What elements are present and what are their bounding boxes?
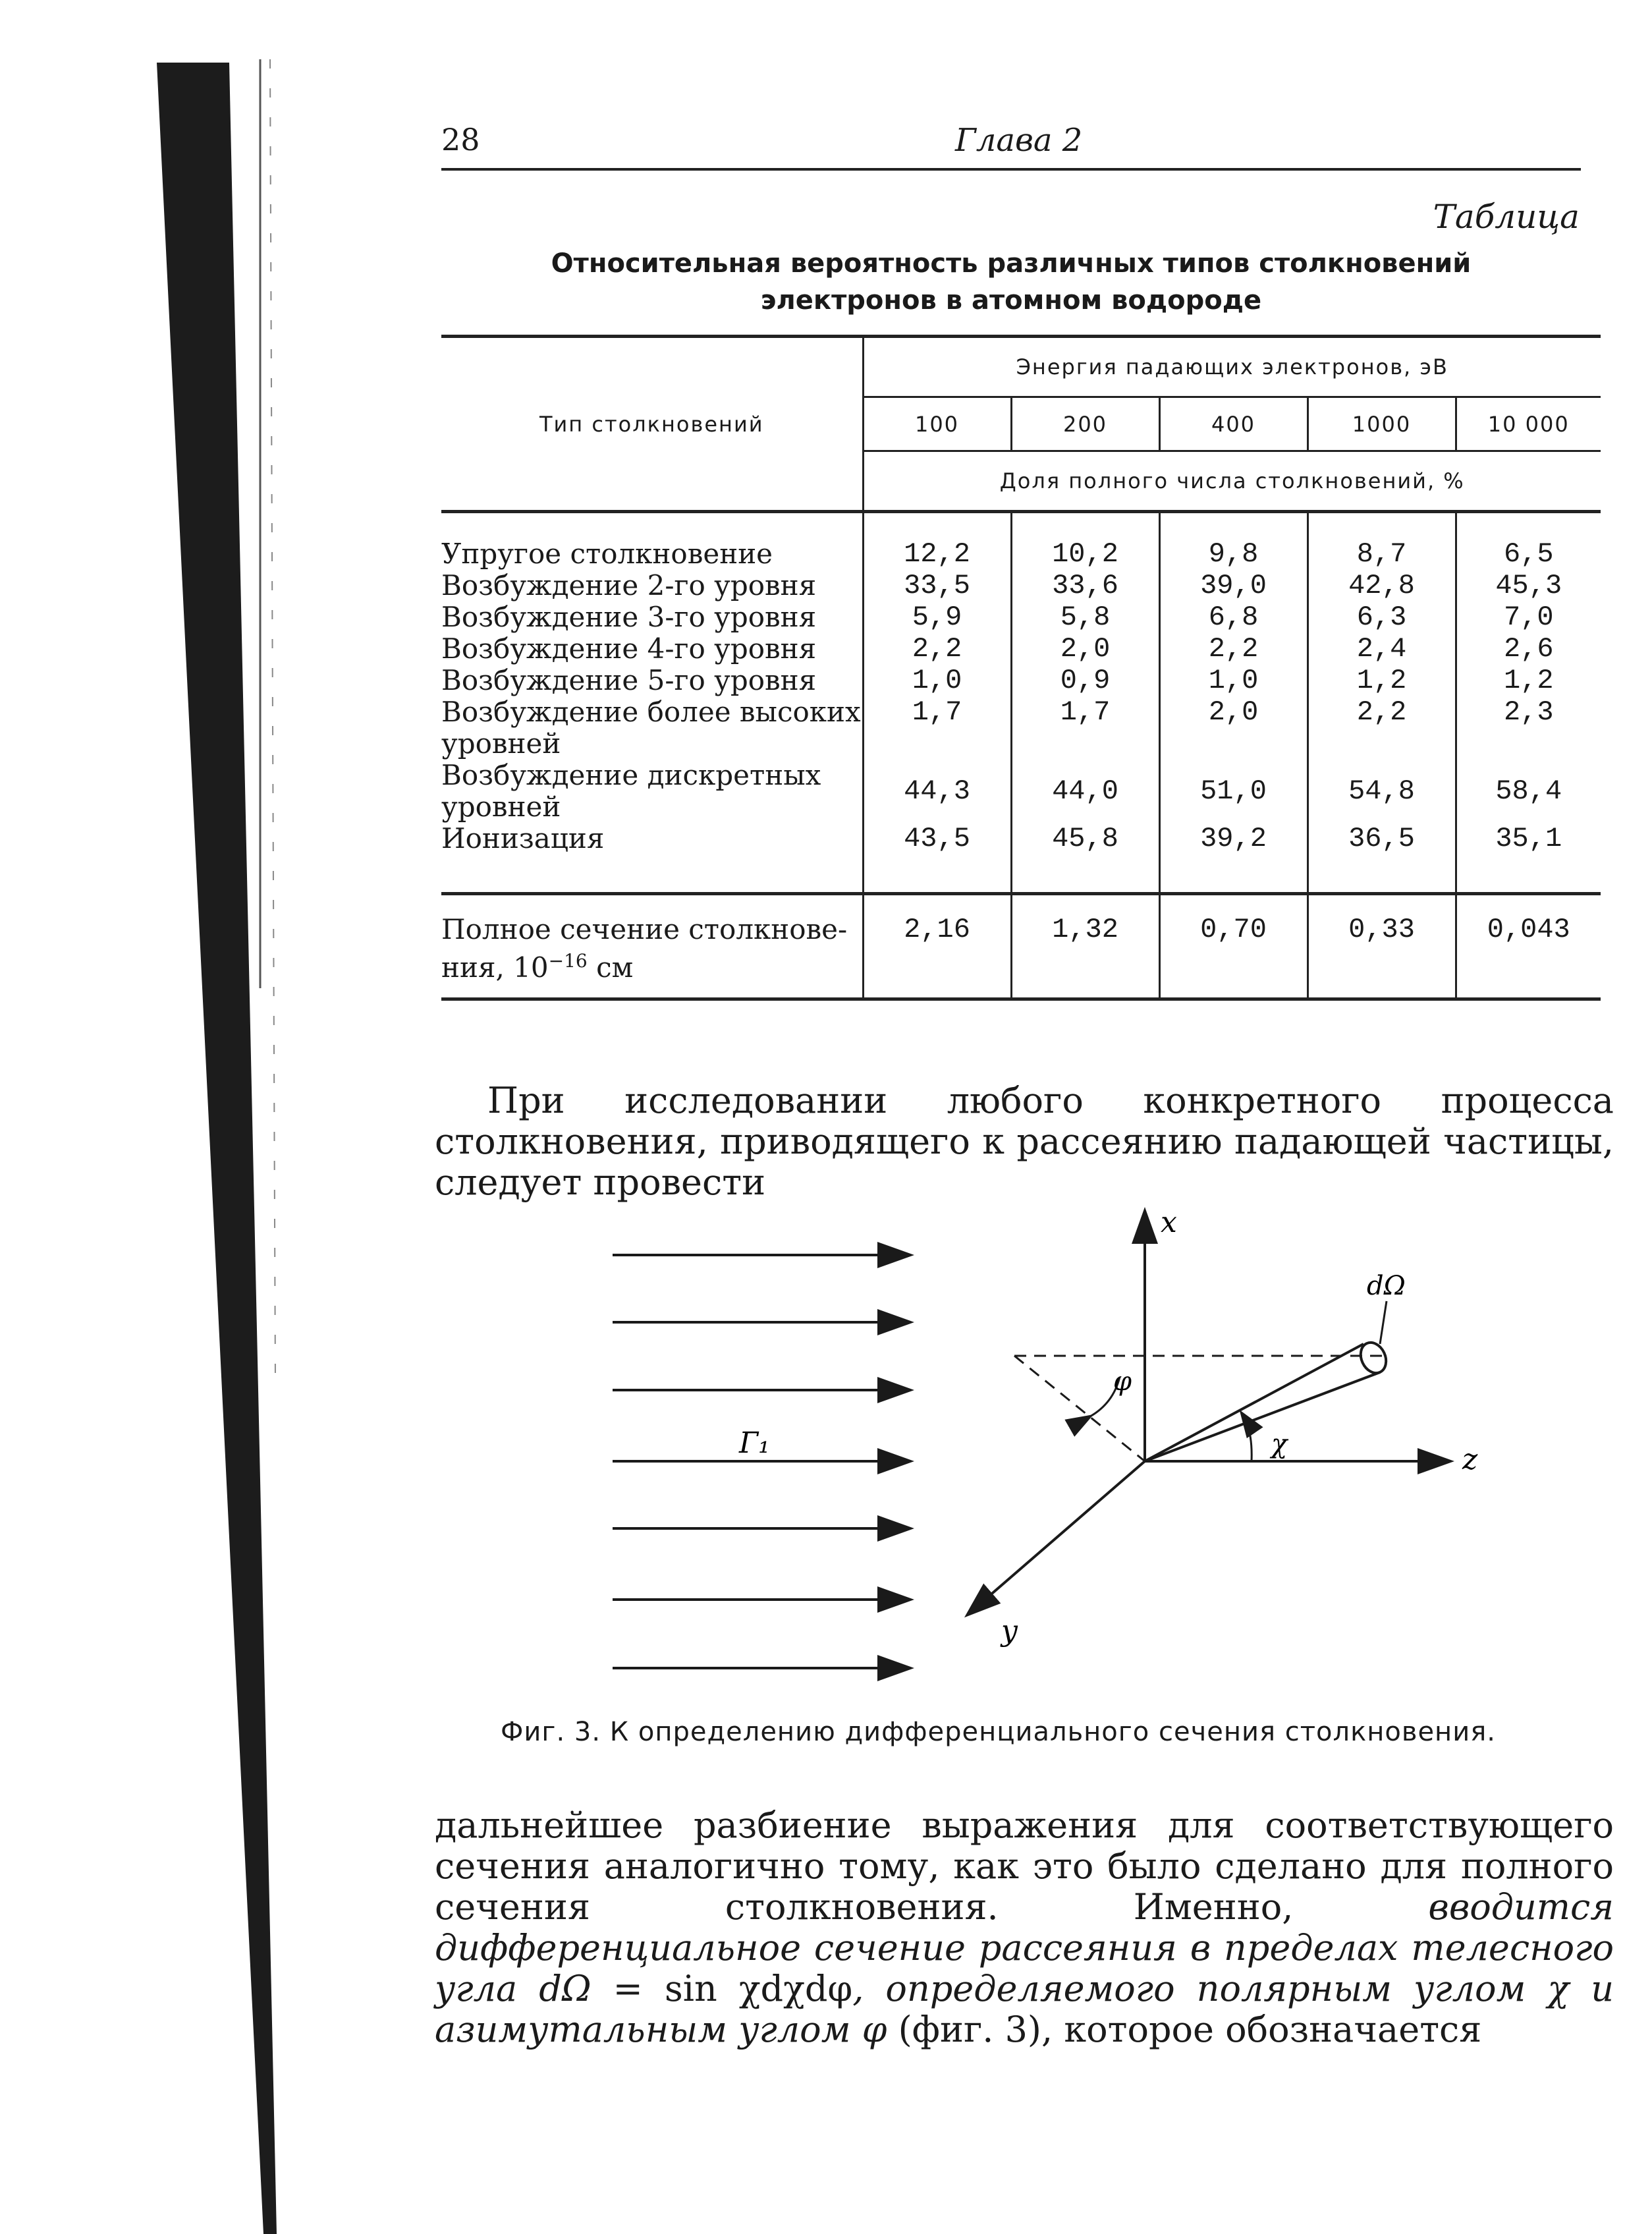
- cell-value: 1,7: [1011, 696, 1159, 760]
- scan-spine-shadow: [0, 0, 290, 2234]
- cell-value: 0,043: [1456, 914, 1601, 999]
- scattering-figure: [593, 1192, 1502, 1706]
- table-title-line-1: Относительная вероятность различных типов столкновений: [551, 248, 1472, 279]
- cell-value: 1,0: [1159, 665, 1308, 696]
- energy-value: 100: [863, 397, 1011, 451]
- projection-dashes: [1014, 1356, 1383, 1461]
- cell-value: 39,0: [1159, 570, 1308, 601]
- cell-value: 33,5: [863, 570, 1011, 601]
- table-title-line-2: электронов в атомном водороде: [760, 285, 1262, 316]
- cell-value: 2,2: [863, 633, 1011, 665]
- cell-value: 5,8: [1011, 601, 1159, 633]
- chi-label: χ: [1271, 1429, 1288, 1459]
- cell-value: 6,5: [1456, 538, 1601, 570]
- energy-value: 200: [1011, 397, 1159, 451]
- row-name: Возбуждение 4-го уровня: [441, 632, 817, 665]
- solid-angle-cone: [1145, 1339, 1390, 1461]
- cell-value: 0,33: [1308, 914, 1456, 999]
- cell-value: 10,2: [1011, 538, 1159, 570]
- cell-value: 8,7: [1308, 538, 1456, 570]
- z-axis-label: z: [1462, 1443, 1478, 1476]
- cell-value: 45,8: [1011, 823, 1159, 854]
- paragraph-1: При исследовании любого конкретного процесса столкновения, приводящего к рассеянию падающей частицы, следует провести: [435, 1080, 1614, 1203]
- running-head: [441, 122, 1581, 171]
- paragraph-2: [435, 1805, 1614, 2050]
- row-name: Возбуждение 3-го уровня: [441, 600, 817, 633]
- cell-value: 2,3: [1456, 696, 1601, 760]
- paragraph-2-italic-2: , определяемого полярным углом χ и азимутальным углом φ: [435, 1968, 1614, 2050]
- cell-value: 2,16: [863, 914, 1011, 999]
- table-row: [441, 538, 1601, 570]
- cell-value: 2,2: [1308, 696, 1456, 760]
- cell-value: 42,8: [1308, 570, 1456, 601]
- cell-value: 39,2: [1159, 823, 1308, 854]
- table-row: [441, 601, 1601, 633]
- y-axis-label: y: [1001, 1614, 1018, 1648]
- paragraph-2-text-2: (фиг. 3), которое обозначается: [887, 2009, 1482, 2050]
- d-omega-label: dΩ: [1367, 1271, 1406, 1301]
- cell-value: 2,0: [1011, 633, 1159, 665]
- cell-value: 2,0: [1159, 696, 1308, 760]
- table-row: [441, 760, 1601, 823]
- cell-value: 1,2: [1456, 665, 1601, 696]
- cell-value: 1,7: [863, 696, 1011, 760]
- gamma-label: Г₁: [739, 1426, 770, 1460]
- paragraph-2-text-1: дальнейшее разбиение выражения для соответствующего сечения аналогично тому, как это было сделано для полного сечения столкновения. Именно,: [435, 1804, 1614, 1928]
- y-axis: [968, 1461, 1145, 1614]
- row-name: Возбуждение более высоких уровней: [441, 695, 861, 760]
- total-name: [441, 914, 863, 999]
- incident-beam-arrows: [613, 1255, 909, 1668]
- total-row: [441, 914, 1601, 999]
- table-row: [441, 696, 1601, 760]
- collision-table: [441, 335, 1601, 1001]
- phi-label: φ: [1113, 1366, 1132, 1397]
- chapter-title: Глава 2: [955, 122, 1083, 159]
- cell-value: 2,2: [1159, 633, 1308, 665]
- cell-value: 44,3: [863, 760, 1011, 823]
- cell-value: 36,5: [1308, 823, 1456, 854]
- table-label: Таблица: [1433, 198, 1580, 236]
- cell-value: 2,6: [1456, 633, 1601, 665]
- cell-value: 45,3: [1456, 570, 1601, 601]
- cell-value: 1,32: [1011, 914, 1159, 999]
- table-row: [441, 633, 1601, 665]
- cell-value: 7,0: [1456, 601, 1601, 633]
- row-name: Возбуждение дискретных уровней: [441, 758, 821, 823]
- table-row: [441, 570, 1601, 601]
- cell-value: 43,5: [863, 823, 1011, 854]
- figure-caption: Фиг. 3. К определению дифференциального сечения столкновения.: [501, 1717, 1496, 1747]
- cell-value: 1,0: [863, 665, 1011, 696]
- cell-value: 35,1: [1456, 823, 1601, 854]
- cell-value: 0,70: [1159, 914, 1308, 999]
- cell-value: 44,0: [1011, 760, 1159, 823]
- total-name-line-2: ния, 10: [441, 951, 549, 984]
- type-header: Тип столкновений: [539, 411, 764, 437]
- page-number: 28: [441, 122, 480, 157]
- paragraph-2-italic-1: вводится дифференциальное сечение рассеяния в пределах телесного угла dΩ =: [435, 1886, 1614, 2009]
- energy-value: 1000: [1308, 397, 1456, 451]
- x-axis-label: x: [1161, 1206, 1177, 1239]
- cell-value: 33,6: [1011, 570, 1159, 601]
- total-name-line-1: Полное сечение столкнове-: [441, 912, 848, 945]
- cell-value: 6,8: [1159, 601, 1308, 633]
- energy-value: 400: [1159, 397, 1308, 451]
- total-unit: см: [587, 951, 634, 984]
- cell-value: 2,4: [1308, 633, 1456, 665]
- row-name: Упругое столкновение: [441, 537, 773, 570]
- cell-value: 0,9: [1011, 665, 1159, 696]
- cell-value: 9,8: [1159, 538, 1308, 570]
- table-row: [441, 665, 1601, 696]
- fraction-header: Доля полного числа столкновений, %: [863, 451, 1601, 512]
- table-row: [441, 823, 1601, 854]
- cell-value: 58,4: [1456, 760, 1601, 823]
- row-name: Возбуждение 2-го уровня: [441, 569, 817, 601]
- cell-value: 5,9: [863, 601, 1011, 633]
- table-title: [441, 245, 1581, 319]
- energy-header: Энергия падающих электронов, эВ: [863, 337, 1601, 397]
- paragraph-2-formula: sin χdχdφ: [664, 1968, 853, 2009]
- cell-value: 51,0: [1159, 760, 1308, 823]
- row-name: Возбуждение 5-го уровня: [441, 663, 817, 696]
- cell-value: 12,2: [863, 538, 1011, 570]
- cell-value: 1,2: [1308, 665, 1456, 696]
- row-name: Ионизация: [441, 822, 605, 854]
- energy-value: 10 000: [1456, 397, 1601, 451]
- cell-value: 6,3: [1308, 601, 1456, 633]
- cell-value: 54,8: [1308, 760, 1456, 823]
- total-exponent: −16: [548, 949, 588, 972]
